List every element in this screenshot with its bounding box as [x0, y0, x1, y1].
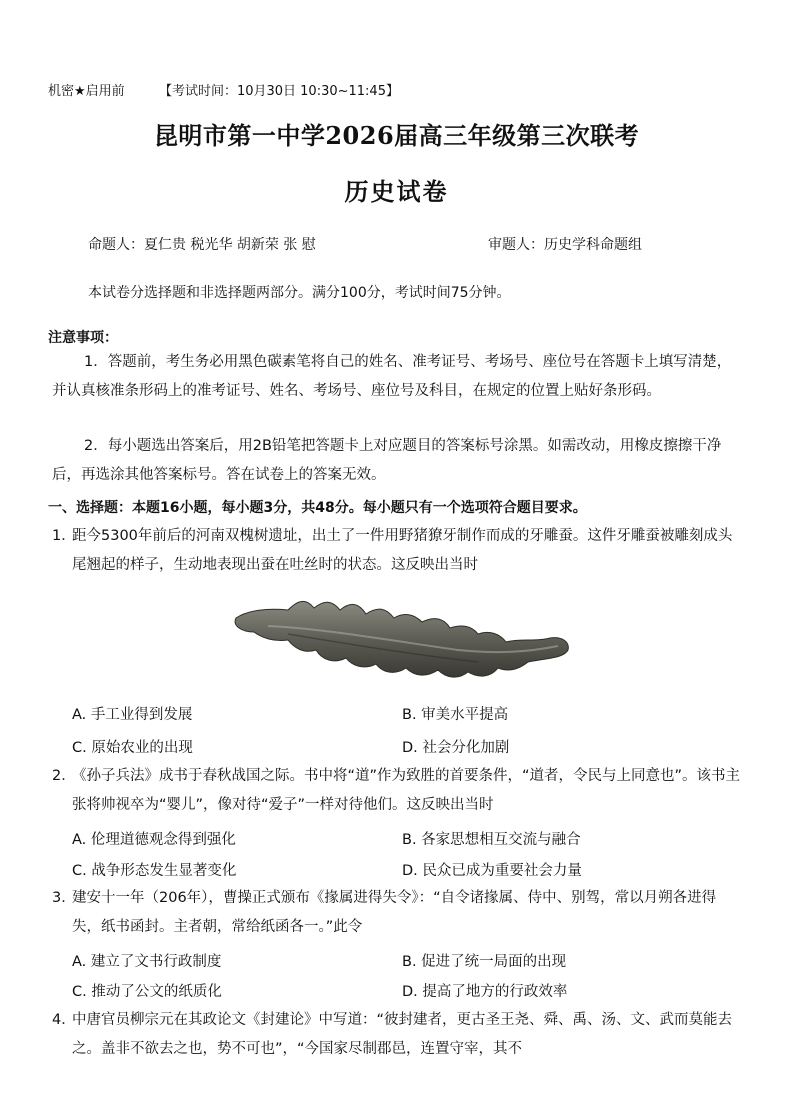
authors-line: 命题人：夏仁贵 税光华 胡新荣 张 慰: [88, 237, 316, 253]
question-3: [52, 884, 742, 942]
question-number: 1．: [52, 528, 76, 544]
q1-option-d: D. 社会分化加剧: [402, 740, 510, 756]
section-heading: 一、选择题：本题16小题，每小题3分，共48分。每小题只有一个选项符合题目要求。: [48, 500, 587, 516]
q2-option-c: C. 战争形态发生显著变化: [72, 863, 237, 879]
question-text: 距今5300年前后的河南双槐树遗址，出土了一件用野猪獠牙制作而成的牙雕蚕。这件牙雕蚕被雕刻成头尾翘起的样子，生动地表现出蚕在吐丝时的状态。这反映出当时: [72, 528, 733, 573]
question-4: [52, 1006, 742, 1064]
q1-option-a: A. 手工业得到发展: [72, 707, 193, 723]
q2-option-d: D. 民众已成为重要社会力量: [402, 863, 582, 879]
q2-option-a: A. 伦理道德观念得到强化: [72, 832, 236, 848]
confidential-label: 机密★启用前: [48, 84, 125, 99]
notice-item-2: 2．每小题选出答案后，用2B铅笔把答题卡上对应题目的答案标号涂黑。如需改动，用橡皮擦擦干净后，再选涂其他答案标号。答在试卷上的答案无效。: [52, 438, 722, 483]
q3-option-c: C. 推动了公文的纸质化: [72, 984, 222, 1000]
page-title: 昆明市第一中学2026届高三年级第三次联考: [153, 121, 640, 150]
question-number: 4．: [52, 1012, 76, 1028]
question-text: 中唐官员柳宗元在其政论文《封建论》中写道：“彼封建者，更古圣王尧、舜、禹、汤、文、武而莫能去之。盖非不欲去之也，势不可也”，“今国家尽制郡邑，连置守宰，其不: [72, 1012, 733, 1057]
q3-option-d: D. 提高了地方的行政效率: [402, 984, 568, 1000]
exam-intro: 本试卷分选择题和非选择题两部分。满分100分，考试时间75分钟。: [88, 285, 511, 301]
question-text: 建安十一年（206年），曹操正式颁布《掾属进得失令》：“自令诸掾属、侍中、别驾，常以月朔各进得失，纸书函封。主者朝，常给纸函各一。”此令: [72, 890, 717, 935]
question-number: 3．: [52, 890, 76, 906]
notice-title: 注意事项：: [48, 330, 118, 346]
q1-option-c: C. 原始农业的出现: [72, 740, 193, 756]
q2-option-b: B. 各家思想相互交流与融合: [402, 832, 581, 848]
reviewer-line: 审题人：历史学科命题组: [488, 237, 642, 253]
q1-option-b: B. 审美水平提高: [402, 707, 509, 723]
ivory-silkworm-image: [228, 588, 578, 684]
exam-time: 【考试时间：10月30日 10:30~11:45】: [158, 84, 399, 99]
notice-item-1: 1．答题前，考生务必用黑色碳素笔将自己的姓名、准考证号、考场号、座位号在答题卡上填写清楚，并认真核准条形码上的准考证号、姓名、考场号、座位号及科目，在规定的位置上贴好条形码。: [52, 354, 732, 399]
q3-option-b: B. 促进了统一局面的出现: [402, 954, 567, 970]
question-text: 《孙子兵法》成书于春秋战国之际。书中将“道”作为致胜的首要条件，“道者，令民与上同意也”。该书主张将帅视卒为“婴儿”，像对待“爱子”一样对待他们。这反映出当时: [72, 768, 741, 813]
question-number: 2．: [52, 768, 76, 784]
question-2: [52, 762, 742, 820]
exam-header: [48, 80, 399, 99]
question-1: [52, 522, 742, 580]
q3-option-a: A. 建立了文书行政制度: [72, 954, 222, 970]
page-subtitle: 历史试卷: [344, 177, 449, 206]
